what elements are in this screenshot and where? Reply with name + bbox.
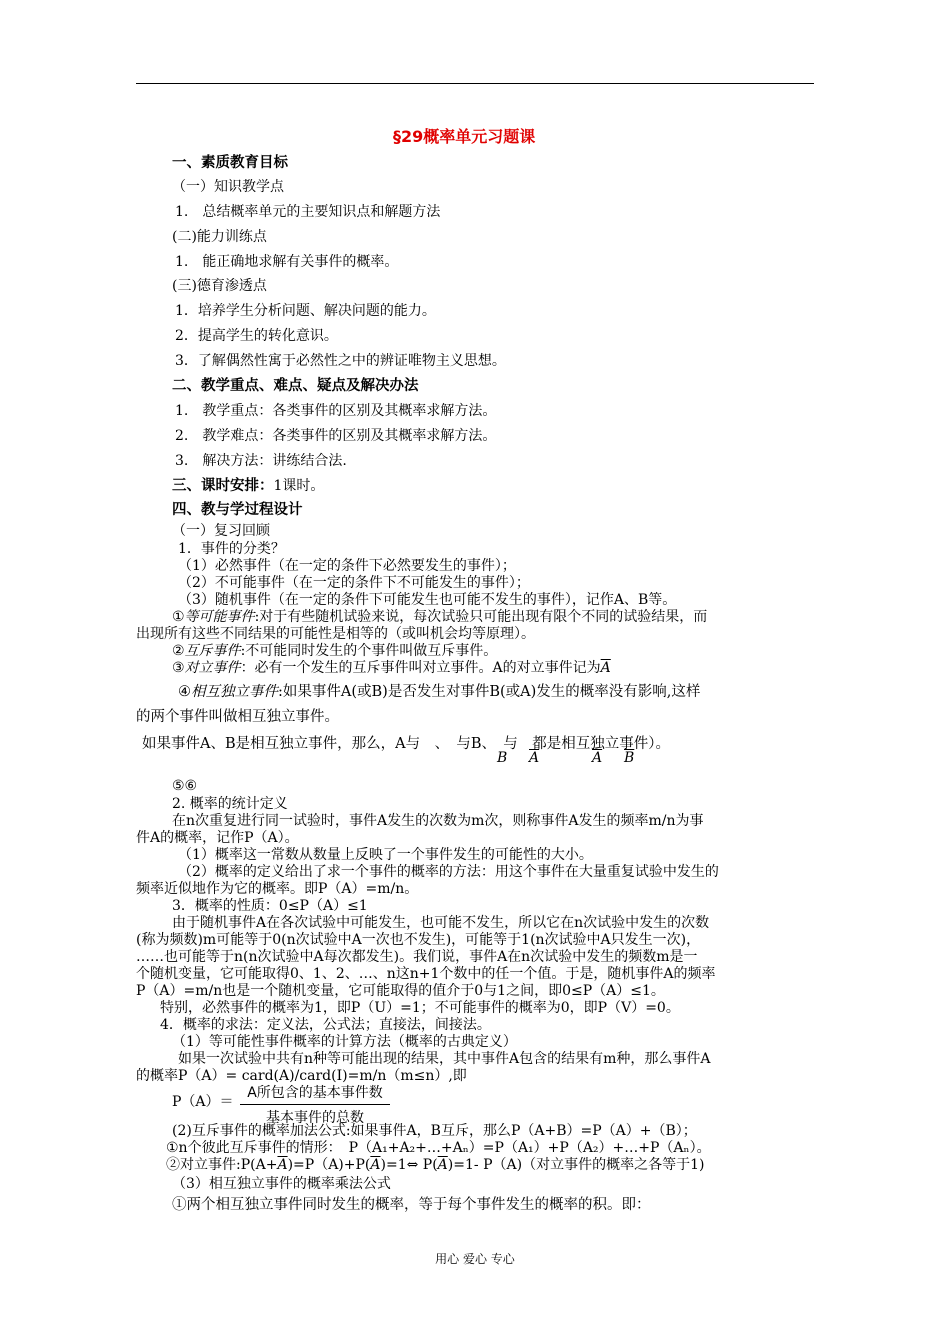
paragraph: 个随机变量，它可能取得0、1、2、…、n这n+1个数中的任一个值。于是，随机事件A的频率 bbox=[136, 966, 716, 982]
paragraph: 件A的概率，记作P（A）。 bbox=[136, 830, 299, 846]
paragraph: ①两个相互独立事件同时发生的概率，等于每个事件发生的概率的积。即： bbox=[172, 1197, 651, 1213]
definition-independent bbox=[178, 683, 700, 701]
paragraph: ……也可能等于n(n次试验中A每次都发生)。我们说，事件A在n次试验中发生的频数m是一 bbox=[136, 949, 698, 965]
term: 等可能事件 bbox=[184, 609, 255, 625]
section-1-heading: 一、素质教育目标 bbox=[172, 155, 288, 171]
section-1a: （一）知识教学点 bbox=[172, 179, 284, 195]
paragraph: （3）相互独立事件的概率乘法公式 bbox=[172, 1176, 391, 1192]
complement-symbol: $\overline{A}$ bbox=[437, 1157, 448, 1173]
section-3-heading: 三、课时安排： bbox=[172, 478, 274, 494]
formula-lhs: P（A）＝ bbox=[172, 1094, 234, 1110]
definition-text: :不可能同时发生的个事件叫做互斥事件。 bbox=[240, 643, 498, 659]
page-footer: 用心 爱心 专心 bbox=[435, 1252, 515, 1266]
term: 相互独立事件 bbox=[191, 684, 278, 700]
math-symbol: B bbox=[497, 750, 508, 766]
paragraph: （1）概率这一常数从数量上反映了一个事件发生的可能性的大小。 bbox=[178, 847, 593, 863]
definition-exclusive bbox=[172, 642, 497, 660]
math-symbol: $\overline{A}$ bbox=[529, 750, 540, 766]
definition-opposite bbox=[172, 659, 611, 677]
fraction-numerator: A所包含的基本事件数 bbox=[240, 1082, 390, 1105]
definition-continued: 出现所有这些不同结果的可能性是相等的（或叫机会均等原理）。 bbox=[136, 626, 535, 642]
section-3 bbox=[172, 477, 324, 495]
question-2: 2. 概率的统计定义 bbox=[172, 796, 288, 812]
formula-text: ②对立事件:P(A+ bbox=[166, 1157, 278, 1173]
formula-text: )=P（A)+P( bbox=[287, 1157, 371, 1173]
event-type: （3）随机事件（在一定的条件下可能发生也可能不发生的事件），记作A、B等。 bbox=[178, 592, 677, 608]
question-1: 1．事件的分类？ bbox=[178, 541, 285, 557]
paragraph: 在n次重复进行同一试验时，事件A发生的次数为m次，则称事件A发生的频率m/n为事 bbox=[172, 813, 704, 829]
mark-1: ① bbox=[172, 609, 185, 625]
page-title: §29概率单元习题课 bbox=[393, 127, 536, 146]
complement-symbol: $\overline{A}$ bbox=[370, 1157, 381, 1173]
paragraph: 的概率P（A）= card(A)/card(I)=m/n（m≤n）,即 bbox=[136, 1068, 467, 1084]
section-2-heading: 二、教学重点、难点、疑点及解决办法 bbox=[172, 378, 419, 394]
definition-text: :对于有些随机试验来说，每次试验只可能出现有限个不同的试验结果，而 bbox=[254, 609, 708, 625]
event-type: （1）必然事件（在一定的条件下必然要发生的事件）； bbox=[178, 558, 516, 574]
section-2-item: 2. 教学难点：各类事件的区别及其概率求解方法。 bbox=[175, 428, 497, 444]
question-4: 4．概率的求法：定义法，公式法；直接法，间接法。 bbox=[160, 1017, 491, 1033]
classical-probability-fraction bbox=[240, 1082, 390, 1127]
event-type: （2）不可能事件（在一定的条件下不可能发生的事件）； bbox=[178, 575, 530, 591]
section-1c-item: 2．提高学生的转化意识。 bbox=[175, 328, 338, 344]
paragraph: 如果一次试验中共有n种等可能出现的结果，其中事件A包含的结果有m种，那么事件A bbox=[178, 1051, 711, 1067]
paragraph: ①n个彼此互斥事件的情形： P（A₁+A₂+…+Aₙ）=P（A₁）+P（A₂）+…+P（Aₙ）。 bbox=[166, 1140, 711, 1156]
term: 对立事件 bbox=[184, 660, 241, 676]
formula-text: )=1⇔ P( bbox=[380, 1157, 438, 1173]
mark-3: ③ bbox=[172, 660, 185, 676]
definition-equal bbox=[172, 608, 707, 626]
section-1a-item: 1. 总结概率单元的主要知识点和解题方法 bbox=[175, 204, 441, 220]
paragraph: (称为频数)m可能等于0(n次试验中A一次也不发生)，可能等于1(n次试验中A只发生一次)， bbox=[136, 932, 701, 948]
marks: ⑤⑥ bbox=[172, 778, 198, 794]
section-1c-item: 1．培养学生分析问题、解决问题的能力。 bbox=[175, 303, 436, 319]
paragraph: 特别，必然事件的概率为1，即P（U）=1；不可能事件的概率为0，即P（V）=0。 bbox=[160, 1000, 680, 1016]
definition-continued: 的两个事件叫做相互独立事件。 bbox=[136, 709, 339, 725]
paragraph: （1）等可能性事件概率的计算方法（概率的古典定义） bbox=[172, 1034, 517, 1050]
section-3-text: 1课时。 bbox=[273, 478, 325, 494]
complement-symbol: $\overline{A}$ bbox=[600, 660, 611, 676]
section-4-sub: （一）复习回顾 bbox=[172, 523, 270, 539]
fraction-denominator: 基本事件的总数 bbox=[266, 1110, 364, 1126]
paragraph: P（A）=m/n也是一个随机变量，它可能取得的值介于0与1之间，即0≤P（A）≤1。 bbox=[136, 983, 665, 999]
section-4-heading: 四、教与学过程设计 bbox=[172, 502, 303, 518]
section-2-item: 3. 解决方法：讲练结合法. bbox=[175, 453, 347, 469]
math-symbol: $\overline{B}$ bbox=[624, 750, 635, 766]
paragraph: （2）概率的定义给出了求一个事件的概率的方法：用这个事件在大量重复试验中发生的 bbox=[178, 864, 719, 880]
independence-line: 如果事件A、B是相互独立事件，那么，A与 、 与B、 与 都是相互独立事件）。 bbox=[142, 736, 671, 752]
math-symbol: $\overline{A}$ bbox=[592, 750, 603, 766]
section-1b: (二)能力训练点 bbox=[172, 229, 267, 245]
section-1c: (三)德育渗透点 bbox=[172, 278, 267, 294]
paragraph: 由于随机事件A在各次试验中可能发生，也可能不发生，所以它在n次试验中发生的次数 bbox=[172, 915, 710, 931]
header-rule bbox=[136, 83, 814, 84]
question-3: 3．概率的性质：0≤P（A）≤1 bbox=[172, 898, 368, 914]
mark-2: ② bbox=[172, 643, 185, 659]
definition-text: :如果事件A(或B)是否发生对事件B(或A)发生的概率没有影响,这样 bbox=[278, 684, 701, 700]
definition-text: ：必有一个发生的互斥事件叫对立事件。A的对立事件记为 bbox=[240, 660, 601, 676]
section-2-item: 1. 教学重点：各类事件的区别及其概率求解方法。 bbox=[175, 403, 497, 419]
opposite-event-formula bbox=[166, 1156, 704, 1174]
term: 互斥事件 bbox=[184, 643, 241, 659]
formula-text: )=1- P（A)（对立事件的概率之各等于1) bbox=[447, 1157, 705, 1173]
section-1c-item: 3．了解偶然性寓于必然性之中的辨证唯物主义思想。 bbox=[175, 353, 506, 369]
paragraph: (2)互斥事件的概率加法公式:如果事件A，B互斥，那么P（A+B）=P（A）+（B）； bbox=[172, 1123, 697, 1139]
complement-symbol: $\overline{A}$ bbox=[277, 1157, 288, 1173]
paragraph: 频率近似地作为它的概率。即P（A）=m/n。 bbox=[136, 881, 419, 897]
section-1b-item: 1. 能正确地求解有关事件的概率。 bbox=[175, 254, 399, 270]
mark-4: ④ bbox=[178, 684, 191, 700]
